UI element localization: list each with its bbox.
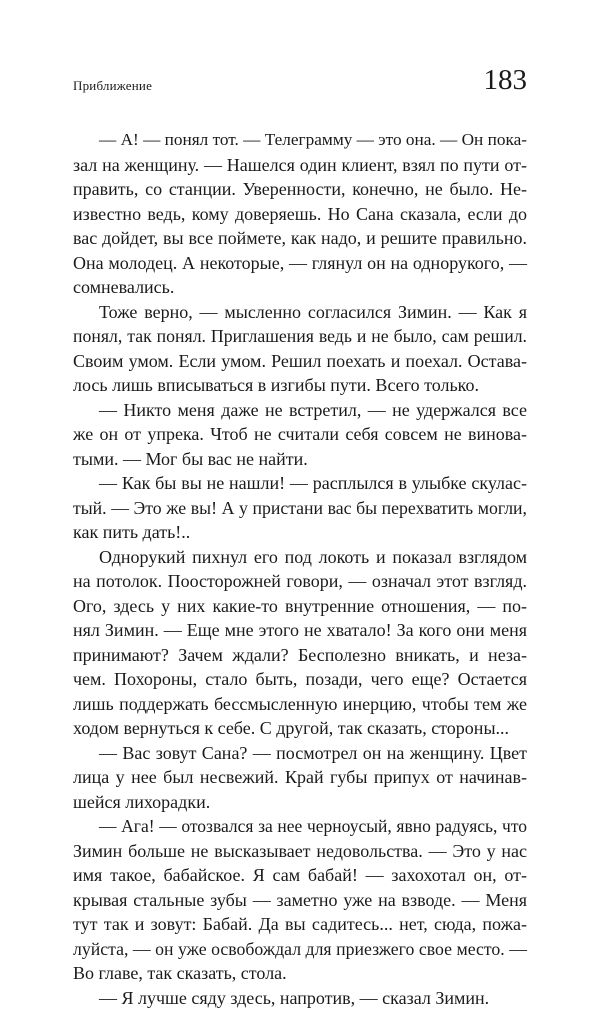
paragraph — [73, 398, 527, 472]
text-line: — А! — понял тот. — Телеграмму — это она. — Он пока- — [73, 128, 527, 153]
text-line: лишь поддержать бессмысленную инерцию, чтобы тем же — [73, 692, 527, 717]
text-line: тыми. — Мог бы вас не найти. — [73, 447, 527, 472]
text-line: зал на женщину. — Нашелся один клиент, взял по пути от- — [73, 153, 527, 178]
text-line: — Я лучше сяду здесь, напротив, — сказал Зимин. — [73, 986, 527, 1010]
text-line: Ого, здесь у них какие-то внутренние отношения, — по- — [73, 594, 527, 619]
paragraph — [73, 814, 527, 986]
text-line: лица у нее был несвежий. Край губы припух от начинав- — [73, 765, 527, 790]
text-line: как пить дать!.. — [73, 520, 527, 545]
page-number: 183 — [484, 64, 528, 96]
paragraph — [73, 300, 527, 398]
text-line: же он от упрека. Чтоб не считали себя совсем не винова- — [73, 422, 527, 447]
text-line: тый. — Это же вы! А у пристани вас бы перехватить могли, — [73, 496, 527, 521]
body-text — [73, 128, 527, 1010]
text-line: — Никто меня даже не встретил, — не удержался все — [73, 398, 527, 423]
text-line: имя такое, бабайское. Я сам бабай! — захохотал он, от- — [73, 863, 527, 888]
text-line: понял, так понял. Приглашения ведь и не было, сам решил. — [73, 324, 527, 349]
text-line: Она молодец. А некоторые, — глянул он на однорукого, — — [73, 251, 527, 276]
page-header — [73, 64, 527, 104]
text-line: лось лишь вписываться в изгибы пути. Всего только. — [73, 373, 527, 398]
text-line: править, со станции. Уверенности, конечно, не было. Не- — [73, 177, 527, 202]
text-line: принимают? Зачем ждали? Бесполезно вникать, и неза- — [73, 643, 527, 668]
text-line: Зимин больше не высказывает недовольства. — Это у нас — [73, 839, 527, 864]
running-title: Приближение — [73, 78, 152, 94]
text-line: тут так и зовут: Бабай. Да вы садитесь... нет, сюда, пожа- — [73, 912, 527, 937]
text-line: — Вас зовут Сана? — посмотрел он на женщину. Цвет — [73, 741, 527, 766]
text-line: на потолок. Поосторожней говори, — означал этот взгляд. — [73, 569, 527, 594]
text-line: Однорукий пихнул его под локоть и показал взглядом — [73, 545, 527, 570]
text-line: Во главе, так сказать, стола. — [73, 961, 527, 986]
text-line: шейся лихорадки. — [73, 790, 527, 815]
text-line: вас дойдет, вы все поймете, как надо, и решите правильно. — [73, 226, 527, 251]
text-line: нял Зимин. — Еще мне этого не хватало! За кого они меня — [73, 618, 527, 643]
text-line: — Как бы вы не нашли! — расплылся в улыбке скулас- — [73, 471, 527, 496]
text-line: — Ага! — отозвался за нее черноусый, явно радуясь, что — [73, 814, 527, 839]
text-line: крывая стальные зубы — заметно уже на взводе. — Меня — [73, 888, 527, 913]
text-line: известно ведь, кому доверяешь. Но Сана сказала, если до — [73, 202, 527, 227]
paragraph — [73, 128, 527, 300]
paragraph — [73, 986, 527, 1010]
text-line: Своим умом. Если умом. Решил поехать и поехал. Остава- — [73, 349, 527, 374]
text-line: ходом вернуться к себе. С другой, так сказать, стороны... — [73, 716, 527, 741]
text-line: чем. Похороны, стало быть, позади, чего еще? Остается — [73, 667, 527, 692]
text-line: луйста, — он уже освобождал для приезжего свое место. — — [73, 937, 527, 962]
text-line: Тоже верно, — мысленно согласился Зимин. — Как я — [73, 300, 527, 325]
paragraph — [73, 545, 527, 741]
text-line: сомневались. — [73, 275, 527, 300]
paragraph — [73, 741, 527, 815]
paragraph — [73, 471, 527, 545]
